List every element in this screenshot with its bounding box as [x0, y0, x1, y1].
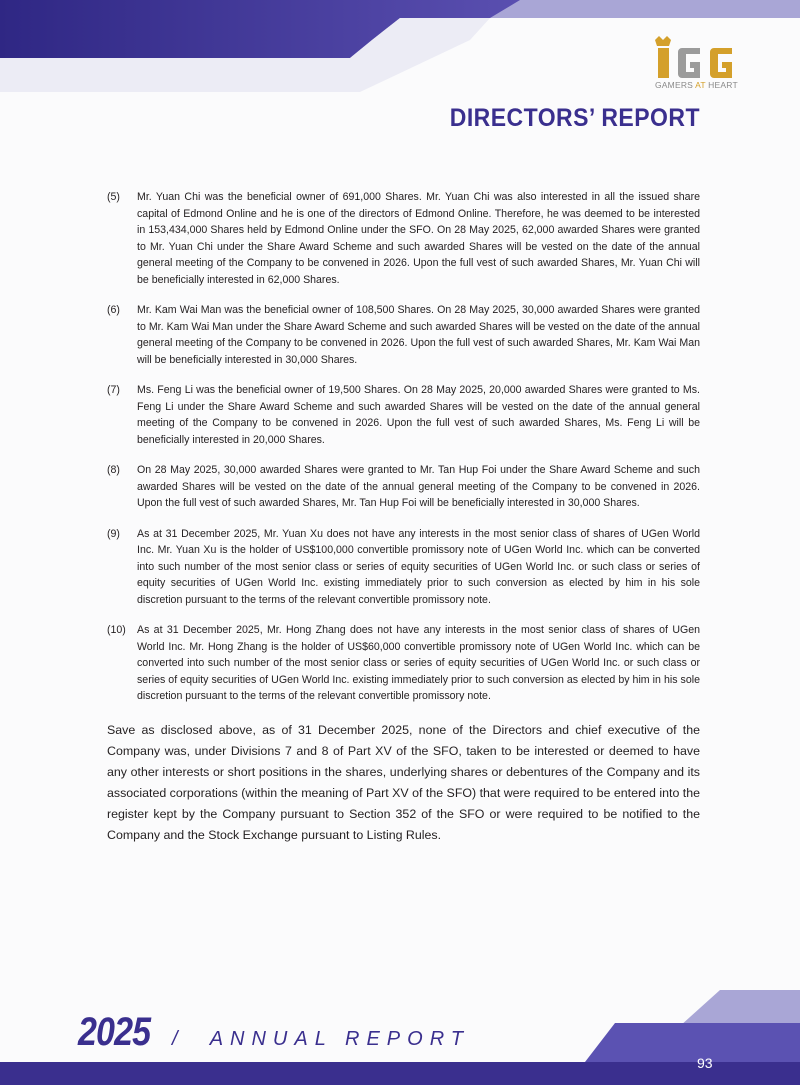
note-number: (10) — [107, 624, 126, 636]
footer-year: 2025 — [78, 1010, 151, 1054]
note-item — [107, 382, 700, 448]
note-text: As at 31 December 2025, Mr. Hong Zhang does not have any interests in the most senior class of shares of UGen World Inc. Mr. Hong Zhang is the holder of US$60,000 convertible promissory note of UGen World Inc. which can be converted into such number of the most senior class or series of equity securities of UGen World Inc. or such class or series of equity securities of UGen World Inc. existing immediately prior to such conversion as elected by him in his sole discretion pursuant to the terms of the relevant convertible promissory note. — [137, 624, 700, 702]
footer-separator: / — [172, 1028, 185, 1050]
summary-paragraph: Save as disclosed above, as of 31 December 2025, none of the Directors and chief executive of the Company was, under Divisions 7 and 8 of Part XV of the SFO, taken to be interested or deemed to have any other interests or short positions in the shares, underlying shares or debentures of the Company and its associated corporations (within the meaning of Part XV of the SFO) that were required to be entered into the register kept by the Company pursuant to Section 352 of the SFO or were required to be notified to the Company and the Stock Exchange pursuant to Listing Rules. — [107, 723, 701, 842]
note-text: Mr. Kam Wai Man was the beneficial owner of 108,500 Shares. On 28 May 2025, 30,000 awarded Shares were granted to Mr. Kam Wai Man under the Share Award Scheme and such awarded Shares will be vested on the date of the annual general meeting of the Company to be convened in 2026. Upon the full vest of such awarded Shares, Mr. Kam Wai Man will be beneficially interested in 30,000 Shares. — [137, 304, 700, 366]
page-title: DIRECTORS’ REPORT — [449, 104, 700, 132]
note-number: (9) — [107, 527, 120, 540]
page-number: 93 — [697, 1055, 713, 1071]
note-item — [107, 526, 700, 609]
logo-tagline: GAMERS AT HEART — [655, 80, 738, 90]
notes-list — [107, 189, 700, 719]
note-number: (5) — [107, 191, 120, 203]
note-item — [107, 462, 700, 512]
note-number: (7) — [107, 384, 120, 396]
footer-label — [172, 1028, 470, 1051]
note-text: Mr. Yuan Chi was the beneficial owner of 691,000 Shares. Mr. Yuan Chi was also interested in all the issued share capital of Edmond Online and he is one of the directors of Edmond Online. Therefore, he was deemed to be interested in 153,434,000 Shares held by Edmond Online under the SFO. On 28 May 2025, 62,000 awarded Shares were granted to Mr. Yuan Chi under the Share Award Scheme and such awarded Shares will be vested on the date of the annual general meeting of the Company to be convened in 2026. Upon the full vest of such awarded Shares, Mr. Yuan Chi will be beneficially interested in 62,000 Shares. — [137, 191, 700, 286]
note-number: (8) — [107, 464, 120, 476]
note-item — [107, 622, 700, 705]
note-text: On 28 May 2025, 30,000 awarded Shares were granted to Mr. Tan Hup Foi under the Share Award Scheme and such awarded Shares will be vested on the date of the annual general meeting of the Company to be convened in 2026. Upon the full vest of such awarded Shares, Mr. Tan Hup Foi will be beneficially interested in 30,000 Shares. — [137, 464, 700, 509]
note-text: Ms. Feng Li was the beneficial owner of 19,500 Shares. On 28 May 2025, 20,000 awarded Shares were granted to Ms. Feng Li under the Share Award Scheme and such awarded Shares will be vested on the date of the annual general meeting of the Company to be convened in 2026. Upon the full vest of such awarded Shares, Ms. Feng Li will be beneficially interested in 20,000 Shares. — [137, 384, 700, 446]
note-item — [107, 189, 700, 288]
footer-annual-report: ANNUAL REPORT — [209, 1028, 470, 1050]
note-item — [107, 302, 700, 368]
note-number: (6) — [107, 304, 120, 316]
note-text: As at 31 December 2025, Mr. Yuan Xu does not have any interests in the most senior class of shares of UGen World Inc. Mr. Yuan Xu is the holder of US$100,000 convertible promissory note of UGen World Inc. which can be converted into such number of the most senior class or series of equity securities of UGen World Inc. or such class or series of equity securities of UGen World Inc. existing immediately prior to such conversion as elected by him in his sole discretion pursuant to the terms of the relevant convertible promissory note. — [137, 527, 700, 606]
